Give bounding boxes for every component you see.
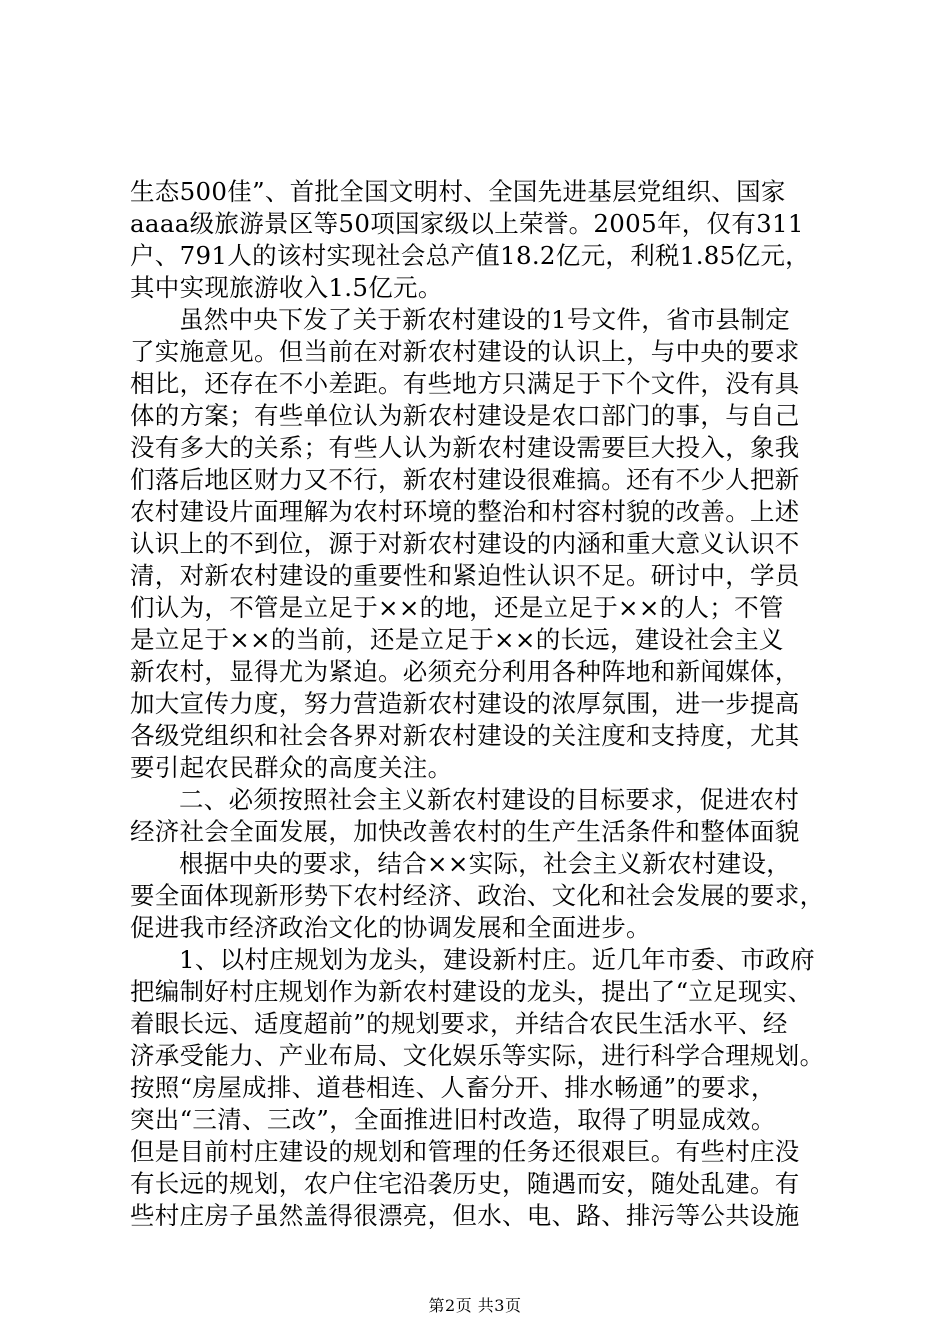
page-number-label: 第2页 共3页 bbox=[428, 1296, 522, 1315]
text-line: 体的方案；有些单位认为新农村建设是农口部门的事，与自己 bbox=[130, 401, 800, 430]
text-line: 加大宣传力度，努力营造新农村建设的浓厚氛围，进一步提高 bbox=[130, 689, 800, 718]
text-line: 有长远的规划，农户住宅沿袭历史，随遇而安，随处乱建。有 bbox=[130, 1169, 800, 1198]
text-line: 济承受能力、产业布局、文化娱乐等实际，进行科学合理规划。 bbox=[130, 1041, 825, 1070]
paragraph-start-line: 1、以村庄规划为龙头，建设新村庄。近几年市委、市政府 bbox=[179, 945, 815, 974]
paragraph-start-line: 根据中央的要求，结合××实际，社会主义新农村建设， bbox=[179, 849, 792, 878]
text-line: 要引起农民群众的高度关注。 bbox=[130, 753, 453, 782]
text-line: 是立足于××的当前，还是立足于××的长远，建设社会主义 bbox=[130, 625, 784, 654]
paragraph-start-line: 虽然中央下发了关于新农村建设的1号文件，省市县制定 bbox=[179, 305, 791, 334]
document-body bbox=[130, 176, 840, 1232]
text-line: 清，对新农村建设的重要性和紧迫性认识不足。研讨中，学员 bbox=[130, 561, 800, 590]
text-line: 些村庄房子虽然盖得很漂亮，但水、电、路、排污等公共设施 bbox=[130, 1201, 800, 1230]
text-line: 认识上的不到位，源于对新农村建设的内涵和重大意义认识不 bbox=[130, 529, 800, 558]
text-line: 把编制好村庄规划作为新农村建设的龙头，提出了“立足现实、 bbox=[130, 977, 813, 1006]
text-line: 着眼长远、适度超前”的规划要求，并结合农民生活水平、经 bbox=[130, 1009, 788, 1038]
text-line: 没有多大的关系；有些人认为新农村建设需要巨大投入，象我 bbox=[130, 433, 800, 462]
text-line: 要全面体现新形势下农村经济、政治、文化和社会发展的要求， bbox=[130, 881, 825, 910]
text-line: 其中实现旅游收入1.5亿元。 bbox=[130, 273, 443, 302]
text-line: 突出“三清、三改”，全面推进旧村改造，取得了明显成效。 bbox=[130, 1105, 776, 1134]
text-line: 促进我市经济政治文化的协调发展和全面进步。 bbox=[130, 913, 651, 942]
text-line: 们认为，不管是立足于××的地，还是立足于××的人；不管 bbox=[130, 593, 784, 622]
text-line: 按照“房屋成排、道巷相连、人畜分开、排水畅通”的要求， bbox=[130, 1073, 776, 1102]
text-line: 农村建设片面理解为农村环境的整治和村容村貌的改善。上述 bbox=[130, 497, 800, 526]
text-line: 相比，还存在不小差距。有些地方只满足于下个文件，没有具 bbox=[130, 369, 800, 398]
text-line: 新农村，显得尤为紧迫。必须充分利用各种阵地和新闻媒体， bbox=[130, 657, 800, 686]
page-footer bbox=[0, 1296, 950, 1316]
text-line: 们落后地区财力又不行，新农村建设很难搞。还有不少人把新 bbox=[130, 465, 800, 494]
section-heading-line: 二、必须按照社会主义新农村建设的目标要求，促进农村 bbox=[179, 785, 799, 814]
section-heading-line: 经济社会全面发展，加快改善农村的生产生活条件和整体面貌 bbox=[130, 817, 800, 846]
text-line: 各级党组织和社会各界对新农村建设的关注度和支持度，尤其 bbox=[130, 721, 800, 750]
text-line: 但是目前村庄建设的规划和管理的任务还很艰巨。有些村庄没 bbox=[130, 1137, 800, 1166]
text-line: 户、791人的该村实现社会总产值18.2亿元，利税1.85亿元， bbox=[130, 241, 810, 270]
text-line: 生态500佳”、首批全国文明村、全国先进基层党组织、国家 bbox=[130, 177, 786, 206]
text-line: 了实施意见。但当前在对新农村建设的认识上，与中央的要求 bbox=[130, 337, 800, 366]
text-line: aaaa级旅游景区等50项国家级以上荣誉。2005年，仅有311 bbox=[130, 209, 804, 238]
